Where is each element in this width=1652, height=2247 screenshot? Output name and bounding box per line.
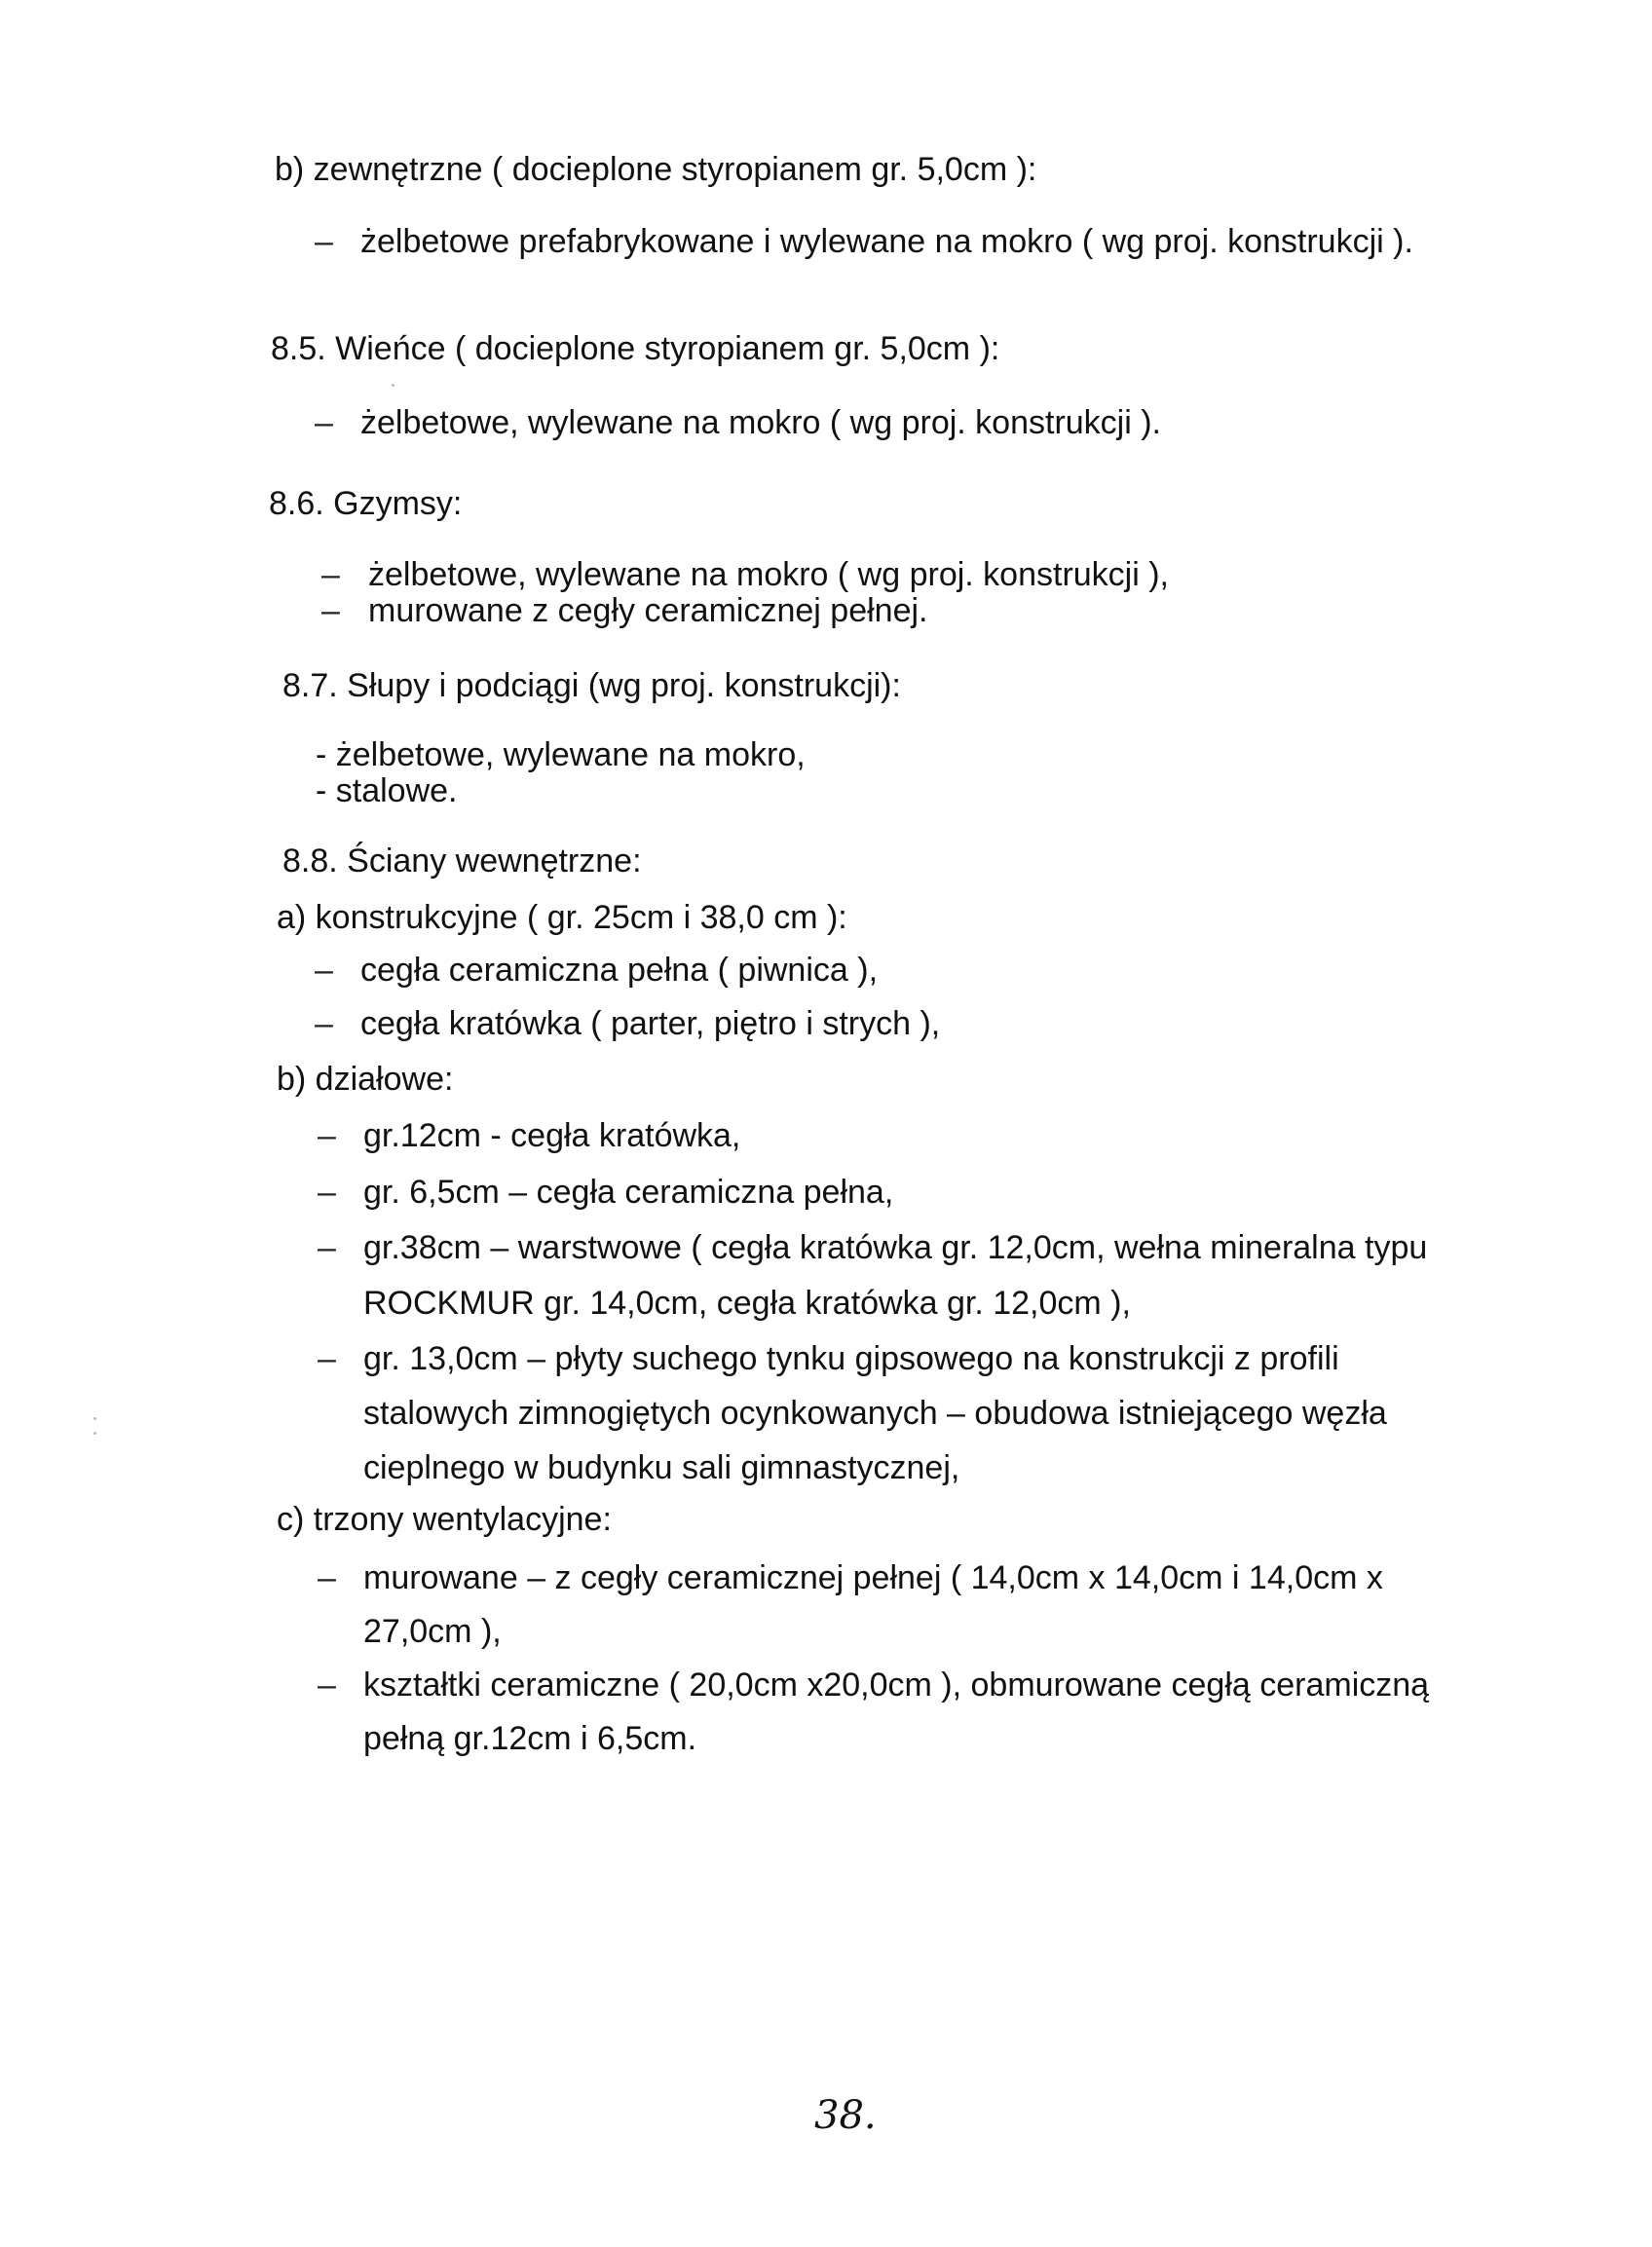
list-item: gr. 13,0cm – płyty suchego tynku gipsowego na konstrukcji z profili [363, 1340, 1339, 1377]
section-heading-8-5: 8.5. Wieńce ( docieplone styropianem gr. 5,0cm ): [271, 330, 1000, 367]
scan-speck [392, 384, 394, 387]
list-item: gr.12cm - cegła kratówka, [363, 1117, 741, 1154]
dash-bullet: – [315, 404, 333, 441]
list-item-continuation: ROCKMUR gr. 14,0cm, cegła kratówka gr. 12,0cm ), [363, 1285, 1131, 1322]
list-item-continuation: pełną gr.12cm i 6,5cm. [363, 1720, 697, 1757]
list-item: kształtki ceramiczne ( 20,0cm x20,0cm ), obmurowane cegłą ceramiczną [363, 1667, 1430, 1704]
list-item: żelbetowe, wylewane na mokro ( wg proj. konstrukcji ), [368, 556, 1169, 593]
dash-bullet: – [315, 1005, 333, 1042]
subsection-heading-partition: b) działowe: [277, 1061, 454, 1098]
dash-bullet: – [318, 1559, 336, 1596]
list-item: gr. 6,5cm – cegła ceramiczna pełna, [363, 1174, 894, 1211]
dash-bullet: – [318, 1117, 336, 1154]
scan-speck [94, 1432, 96, 1435]
scan-speck [94, 1417, 96, 1420]
list-item: murowane z cegły ceramicznej pełnej. [368, 592, 928, 629]
list-item: cegła ceramiczna pełna ( piwnica ), [360, 952, 879, 989]
list-item: - stalowe. [316, 772, 458, 809]
list-item: gr.38cm – warstwowe ( cegła kratówka gr. 12,0cm, wełna mineralna typu [363, 1229, 1428, 1266]
dash-bullet: – [318, 1174, 336, 1211]
dash-bullet: – [321, 556, 340, 593]
section-heading-8-6: 8.6. Gzymsy: [269, 485, 463, 522]
list-item: żelbetowe, wylewane na mokro ( wg proj. konstrukcji ). [360, 404, 1161, 441]
dash-bullet: – [318, 1667, 336, 1704]
list-item: murowane – z cegły ceramicznej pełnej ( 14,0cm x 14,0cm i 14,0cm x [363, 1559, 1383, 1596]
list-item: żelbetowe prefabrykowane i wylewane na mokro ( wg proj. konstrukcji ). [360, 223, 1413, 260]
dash-bullet: – [318, 1340, 336, 1377]
subsection-heading-ventilation: c) trzony wentylacyjne: [277, 1501, 612, 1538]
dash-bullet: – [321, 592, 340, 629]
dash-bullet: – [318, 1229, 336, 1266]
subsection-heading-structural: a) konstrukcyjne ( gr. 25cm i 38,0 cm ): [277, 899, 847, 936]
list-item-continuation: 27,0cm ), [363, 1613, 502, 1650]
list-item: - żelbetowe, wylewane na mokro, [316, 736, 806, 773]
subsection-heading-external: b) zewnętrzne ( docieplone styropianem gr. 5,0cm ): [275, 151, 1037, 188]
list-item: cegła kratówka ( parter, piętro i strych ), [360, 1005, 941, 1042]
section-heading-8-7: 8.7. Słupy i podciągi (wg proj. konstrukcji): [282, 667, 901, 704]
list-item-continuation: stalowych zimnogiętych ocynkowanych – obudowa istniejącego węzła [363, 1395, 1387, 1432]
list-item-continuation: cieplnego w budynku sali gimnastycznej, [363, 1449, 960, 1486]
dash-bullet: – [315, 952, 333, 989]
section-heading-8-8: 8.8. Ściany wewnętrzne: [282, 843, 642, 880]
dash-bullet: – [315, 223, 333, 260]
page-number: 38. [814, 2093, 877, 2138]
